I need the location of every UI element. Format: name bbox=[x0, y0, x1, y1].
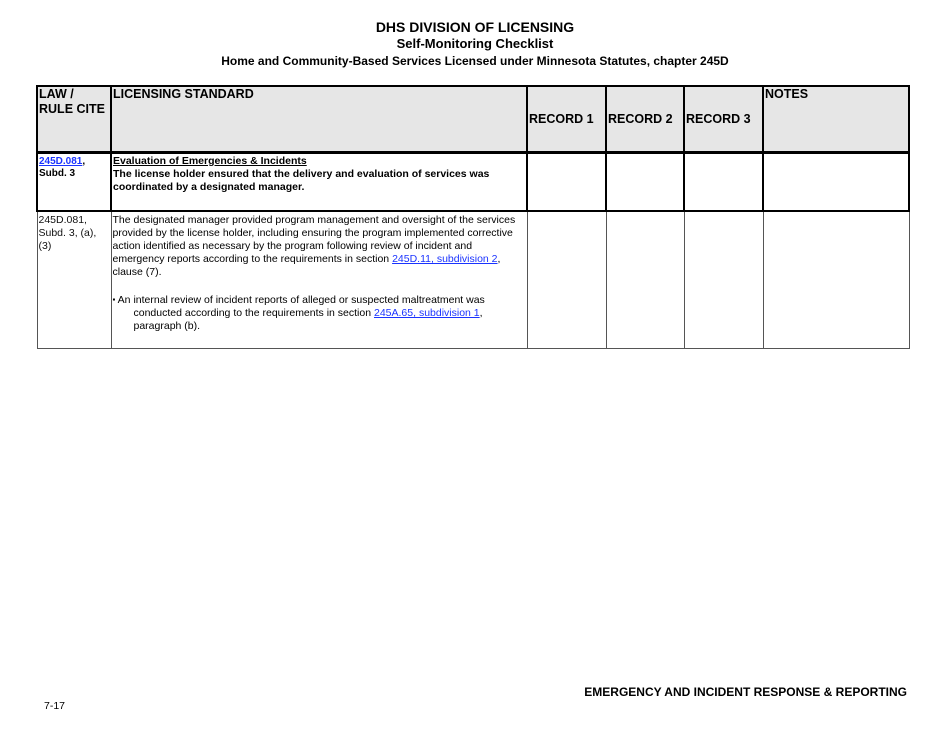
section-record-2-cell[interactable] bbox=[606, 153, 684, 212]
col-header-record-3: RECORD 3 bbox=[684, 86, 763, 153]
col-header-record-2: RECORD 2 bbox=[606, 86, 684, 153]
item-record-2-cell[interactable] bbox=[606, 211, 684, 349]
section-record-3-cell[interactable] bbox=[684, 153, 763, 212]
bullet-text-after: , paragraph (b). bbox=[133, 307, 483, 332]
section-standard bbox=[111, 153, 527, 212]
section-cite-comma: , bbox=[82, 156, 86, 167]
item-text-after: , clause (7). bbox=[112, 253, 501, 278]
section-title: Evaluation of Emergencies & Incidents bbox=[113, 155, 307, 167]
section-cite-subd: Subd. 3 bbox=[39, 168, 76, 179]
document-scope: Home and Community-Based Services Licensed under Minnesota Statutes, chapter 245D bbox=[221, 54, 729, 68]
document-title: DHS DIVISION OF LICENSING bbox=[375, 19, 575, 35]
page-number: 7-17 bbox=[44, 700, 66, 712]
section-text: The license holder ensured that the delivery and evaluation of services was coordinated by a designated manager. bbox=[113, 168, 490, 193]
item-link-245a65[interactable]: 245A.65, subdivision 1 bbox=[373, 307, 480, 319]
document-subtitle: Self-Monitoring Checklist bbox=[396, 36, 554, 51]
table-row bbox=[37, 211, 909, 349]
item-record-1-cell[interactable] bbox=[527, 211, 606, 349]
item-link-245d11[interactable]: 245D.11, subdivision 2 bbox=[392, 253, 498, 265]
col-header-law: LAW / RULE CITE bbox=[37, 86, 111, 153]
table-header-row bbox=[37, 86, 909, 153]
col-header-notes: NOTES bbox=[763, 86, 909, 153]
section-cite-link[interactable]: 245D.081 bbox=[39, 156, 83, 167]
item-text: The designated manager provided program management and oversight of the services provided by the license holder, including ensuring the program implemented corrective action identified as necessary by the program following review of incident and emergency reports according to the requirements in section bbox=[112, 214, 516, 265]
bullet-item bbox=[113, 293, 526, 333]
item-notes-cell[interactable] bbox=[763, 211, 909, 349]
bullet-text: An internal review of incident reports of alleged or suspected maltreatment was conducted according to the requirements in section bbox=[115, 294, 485, 319]
item-cite: 245D.081, Subd. 3, (a), (3) bbox=[37, 211, 111, 349]
col-header-record-1: RECORD 1 bbox=[527, 86, 606, 153]
checklist-table bbox=[36, 85, 910, 349]
section-notes-cell[interactable] bbox=[763, 153, 909, 212]
item-record-3-cell[interactable] bbox=[684, 211, 763, 349]
section-record-1-cell[interactable] bbox=[527, 153, 606, 212]
col-header-standard: LICENSING STANDARD bbox=[111, 86, 527, 153]
section-cite bbox=[37, 153, 111, 212]
section-row bbox=[37, 153, 909, 212]
footer-section-title: EMERGENCY AND INCIDENT RESPONSE & REPORTING bbox=[584, 685, 907, 699]
item-standard bbox=[111, 211, 527, 349]
bullet-icon: ▪ bbox=[112, 295, 116, 304]
